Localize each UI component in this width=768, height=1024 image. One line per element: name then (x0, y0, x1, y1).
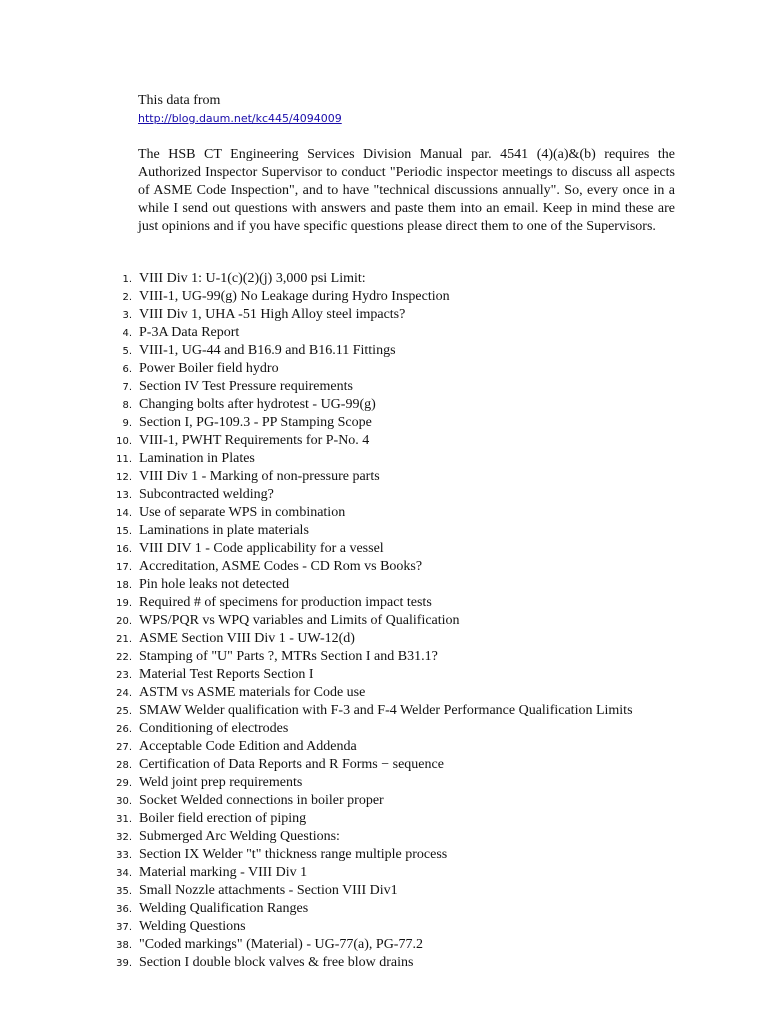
list-item-text: Submerged Arc Welding Questions: (139, 829, 340, 844)
list-item (100, 648, 675, 666)
list-item-text: Acceptable Code Edition and Addenda (139, 739, 357, 754)
list-item-number: 34. (116, 868, 132, 879)
list-item-text: Pin hole leaks not detected (139, 577, 290, 592)
list-item-number: 7. (122, 382, 132, 393)
list-item (100, 774, 675, 792)
list-item-number: 22. (116, 652, 132, 663)
list-item-text: P-3A Data Report (139, 325, 240, 340)
list-item-text: SMAW Welder qualification with F-3 and F-4 Welder Performance Qualification Limits (139, 703, 633, 718)
list-item-text: VIII-1, UG-99(g) No Leakage during Hydro Inspection (139, 289, 450, 304)
list-item-text: VIII Div 1, UHA -51 High Alloy steel impacts? (139, 307, 406, 322)
list-item-text: VIII-1, UG-44 and B16.9 and B16.11 Fittings (139, 343, 396, 358)
list-item-number: 1. (122, 274, 132, 285)
list-item-number: 26. (116, 724, 132, 735)
list-item-text: Small Nozzle attachments - Section VIII Div1 (139, 883, 398, 898)
list-item-number: 27. (116, 742, 132, 753)
list-item-number: 25. (116, 706, 132, 717)
list-item (100, 918, 675, 936)
list-item-number: 29. (116, 778, 132, 789)
list-item-number: 39. (116, 958, 132, 969)
list-item-number: 2. (122, 292, 132, 303)
list-item-number: 20. (116, 616, 132, 627)
list-item (100, 738, 675, 756)
list-item (100, 828, 675, 846)
list-item-number: 19. (116, 598, 132, 609)
list-item-number: 11. (116, 454, 132, 465)
list-item (100, 306, 675, 324)
list-item-number: 16. (116, 544, 132, 555)
list-item-text: Certification of Data Reports and R Forms − sequence (139, 757, 444, 772)
list-item-text: Required # of specimens for production impact tests (139, 595, 432, 610)
list-item (100, 342, 675, 360)
list-item-text: Welding Qualification Ranges (139, 901, 309, 916)
list-item-number: 13. (116, 490, 132, 501)
list-item-text: Welding Questions (139, 919, 246, 934)
list-item-number: 15. (116, 526, 132, 537)
list-item (100, 882, 675, 900)
list-item-number: 37. (116, 922, 132, 933)
list-item (100, 504, 675, 522)
source-link[interactable]: http://blog.daum.net/kc445/4094009 (138, 112, 342, 125)
list-item-number: 6. (122, 364, 132, 375)
list-item-number: 23. (116, 670, 132, 681)
intro-paragraph: The HSB CT Engineering Services Division Manual par. 4541 (4)(a)&(b) requires the Authorized Inspector Supervisor to conduct "Periodic inspector meetings to discuss all aspects of ASME Code Inspection", and to have "technical discussions annually". So, every once in a while I send out questions with answers and paste them into an email. Keep in mind these are just opinions and if you have specific questions please direct them to one of the Supervisors. (138, 147, 675, 234)
list-item-text: Stamping of "U" Parts ?, MTRs Section I and B31.1? (139, 649, 438, 664)
list-item-text: "Coded markings" (Material) - UG-77(a), PG-77.2 (139, 937, 423, 952)
list-item (100, 396, 675, 414)
list-item (100, 666, 675, 684)
list-item-number: 35. (116, 886, 132, 897)
list-item-text: Material marking - VIII Div 1 (139, 865, 308, 880)
list-item-text: VIII Div 1 - Marking of non-pressure parts (139, 469, 380, 484)
list-item (100, 684, 675, 702)
list-item (100, 594, 675, 612)
list-item-text: Socket Welded connections in boiler proper (139, 793, 384, 808)
list-item (100, 486, 675, 504)
list-item-text: Section I double block valves & free blow drains (139, 955, 414, 970)
list-item (100, 450, 675, 468)
list-item-text: VIII-1, PWHT Requirements for P-No. 4 (139, 433, 370, 448)
list-item (100, 846, 675, 864)
list-item-number: 8. (122, 400, 132, 411)
list-item-text: Conditioning of electrodes (139, 721, 289, 736)
list-item-number: 28. (116, 760, 132, 771)
list-item-number: 33. (116, 850, 132, 861)
list-item (100, 360, 675, 378)
list-item-number: 3. (122, 310, 132, 321)
topic-list (100, 270, 675, 972)
list-item-number: 24. (116, 688, 132, 699)
list-item-number: 9. (122, 418, 132, 429)
list-item (100, 954, 675, 972)
list-item-text: Weld joint prep requirements (139, 775, 303, 790)
list-item-number: 10. (116, 436, 132, 447)
list-item-text: WPS/PQR vs WPQ variables and Limits of Qualification (139, 613, 460, 628)
list-item (100, 864, 675, 882)
source-prefix: This data from (138, 93, 221, 108)
list-item-number: 4. (122, 328, 132, 339)
list-item-number: 21. (116, 634, 132, 645)
list-item-text: Section IX Welder "t" thickness range multiple process (139, 847, 448, 862)
list-item (100, 558, 675, 576)
list-item-text: ASTM vs ASME materials for Code use (139, 685, 366, 700)
list-item (100, 630, 675, 648)
list-item (100, 288, 675, 306)
list-item (100, 702, 675, 720)
list-item-text: Accreditation, ASME Codes - CD Rom vs Books? (139, 559, 423, 574)
list-item-text: Section IV Test Pressure requirements (139, 379, 353, 394)
list-item-number: 32. (116, 832, 132, 843)
list-item (100, 540, 675, 558)
list-item-text: Laminations in plate materials (139, 523, 309, 538)
list-item (100, 576, 675, 594)
list-item (100, 900, 675, 918)
list-item-number: 14. (116, 508, 132, 519)
list-item-text: Material Test Reports Section I (139, 667, 314, 682)
list-item-text: Changing bolts after hydrotest - UG-99(g) (139, 397, 376, 412)
list-item-number: 30. (116, 796, 132, 807)
list-item-text: VIII Div 1: U-1(c)(2)(j) 3,000 psi Limit: (139, 271, 366, 286)
list-item-text: Power Boiler field hydro (139, 361, 279, 376)
list-item (100, 270, 675, 288)
list-item-number: 12. (116, 472, 132, 483)
list-item-number: 31. (116, 814, 132, 825)
list-item-number: 5. (122, 346, 132, 357)
list-item-number: 17. (116, 562, 132, 573)
list-item-number: 38. (116, 940, 132, 951)
list-item (100, 522, 675, 540)
list-item (100, 810, 675, 828)
list-item-text: ASME Section VIII Div 1 - UW-12(d) (139, 631, 355, 646)
list-item-text: Subcontracted welding? (139, 487, 274, 502)
list-item-text: Boiler field erection of piping (139, 811, 307, 826)
list-item (100, 720, 675, 738)
list-item-text: Section I, PG-109.3 - PP Stamping Scope (139, 415, 372, 430)
list-item (100, 468, 675, 486)
list-item-text: Use of separate WPS in combination (139, 505, 346, 520)
source-block (138, 92, 342, 128)
list-item (100, 432, 675, 450)
list-item (100, 612, 675, 630)
list-item (100, 756, 675, 774)
list-item-text: VIII DIV 1 - Code applicability for a vessel (139, 541, 384, 556)
list-item-number: 36. (116, 904, 132, 915)
list-item-text: Lamination in Plates (139, 451, 255, 466)
list-item (100, 936, 675, 954)
list-item-number: 18. (116, 580, 132, 591)
list-item (100, 324, 675, 342)
list-item (100, 378, 675, 396)
list-item (100, 414, 675, 432)
list-item (100, 792, 675, 810)
